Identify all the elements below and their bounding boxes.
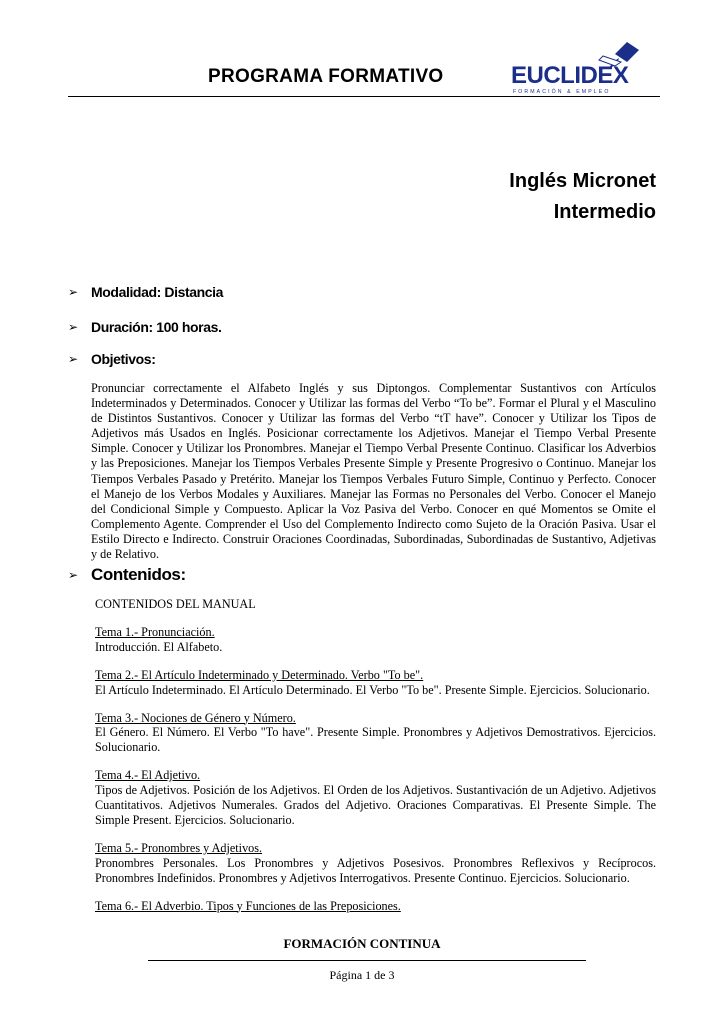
topic-item (95, 668, 656, 698)
euclidex-logo (503, 36, 643, 98)
header-title: PROGRAMA FORMATIVO (208, 66, 444, 87)
topic-item (95, 711, 656, 756)
contenidos-item (68, 565, 186, 585)
topic-body: Introducción. El Alfabeto. (95, 639, 223, 654)
modalidad-label: Modalidad: Distancia (91, 284, 224, 300)
topic-item (95, 899, 656, 914)
modalidad-item (68, 284, 223, 300)
duracion-label: Duración: 100 horas. (91, 319, 222, 335)
topic-title: Tema 5.- Pronombres y Adjetivos. (95, 840, 263, 855)
topic-title: Tema 1.- Pronunciación. (95, 624, 215, 639)
euclidex-logo-graphic (503, 36, 643, 98)
topic-body: Pronombres Personales. Los Pronombres y Adjetivos Posesivos. Pronombres Reflexivos y Recíprocos. Pronombres Indefinidos. Pronombres y Adjetivos Interrogativos. Presente Continuo. Ejercicios. Solucionario. (95, 855, 656, 885)
arrow-bullet-icon: ➢ (68, 285, 78, 299)
topic-title: Tema 2.- El Artículo Indeterminado y Determinado. Verbo "To be". (95, 667, 424, 682)
contenidos-label: Contenidos: (91, 565, 186, 584)
header-divider (68, 96, 660, 97)
arrow-bullet-icon: ➢ (68, 320, 78, 334)
topic-item (95, 768, 656, 828)
topic-title: Tema 3.- Nociones de Género y Número. (95, 710, 296, 725)
course-title (509, 166, 656, 228)
duracion-item (68, 319, 222, 335)
page-number: Página 1 de 3 (329, 968, 395, 982)
topic-title: Tema 4.- El Adjetivo. (95, 768, 201, 783)
footer-divider (148, 960, 586, 961)
objetivos-label: Objetivos: (91, 351, 156, 367)
contenidos-list (95, 597, 656, 914)
topic-body: El Artículo Indeterminado. El Artículo Determinado. El Verbo "To be". Presente Simple. Ejercicios. Solucionario. (95, 682, 650, 697)
course-title-line2: Intermedio (553, 201, 656, 223)
arrow-bullet-icon: ➢ (68, 352, 78, 366)
topic-item (95, 841, 656, 886)
course-title-line1: Inglés Micronet (509, 170, 656, 192)
topic-body: Tipos de Adjetivos. Posición de los Adjetivos. El Orden de los Adjetivos. Sustantivación de un Adjetivo. Adjetivos Cuantitativos. Adjetivos Numerales. Grados del Adjetivo. Oraciones Comparativas. El Presente Simple. The Simple Present. Ejercicios. Solucionario. (95, 783, 656, 827)
topic-title: Tema 6.- El Adverbio. Tipos y Funciones de las Preposiciones. (95, 898, 401, 913)
objetivos-item (68, 351, 155, 367)
arrow-bullet-icon: ➢ (68, 568, 78, 582)
logo-text: EUCLIDEX (511, 62, 629, 89)
footer-title: FORMACIÓN CONTINUA (283, 936, 441, 951)
topic-body: El Género. El Número. El Verbo "To have". Presente Simple. Pronombres y Adjetivos Demostrativos. Ejercicios. Solucionario. (95, 725, 656, 755)
contenidos-heading: CONTENIDOS DEL MANUAL (95, 597, 256, 611)
topic-item (95, 625, 656, 655)
objetivos-paragraph: Pronunciar correctamente el Alfabeto Inglés y sus Diptongos. Complementar Sustantivos con Artículos Indeterminados y Determinados. Conocer y Utilizar las formas del Verbo “To be”. Formar el Plural y el Masculino de Distintos Sustantivos. Conocer y Utilizar las formas del Verbo “tT have”. Conocer y Utilizar los Tipos de Adjetivos más Usados en Inglés. Posicionar correctamente los Adjetivos. Manejar el Tiempo Verbal Presente Simple. Conocer y Utilizar los Pronombres. Manejar el Tiempo Verbal Presente Continuo. Clasificar los Adverbios y las Preposiciones. Manejar los Tiempos Verbales Presente Simple y Presente Progresivo o Continuo. Manejar los Tiempos Verbales Pasado y Pretérito. Manejar los Tiempos Verbales Futuro Simple, Continuo y Perfecto. Conocer el Manejo de los Verbos Modales y Auxiliares. Manejar las Formas no Personales del Verbo. Conocer el Manejo del Condicional Simple y Compuesto. Aplicar la Voz Pasiva del Verbo. Conocer en qué Momentos se Omite el Complemento Agente. Comprender el Uso del Complemento Indirecto como Sujeto de la Oración Pasiva. Usar el Estilo Directo e Indirecto. Construir Oraciones Coordinadas, Subordinadas, Subordinadas de Sustantivo, Adjetivas y de Relativo. (91, 381, 656, 562)
logo-tagline: FORMACIÓN & EMPLEO (513, 89, 611, 95)
